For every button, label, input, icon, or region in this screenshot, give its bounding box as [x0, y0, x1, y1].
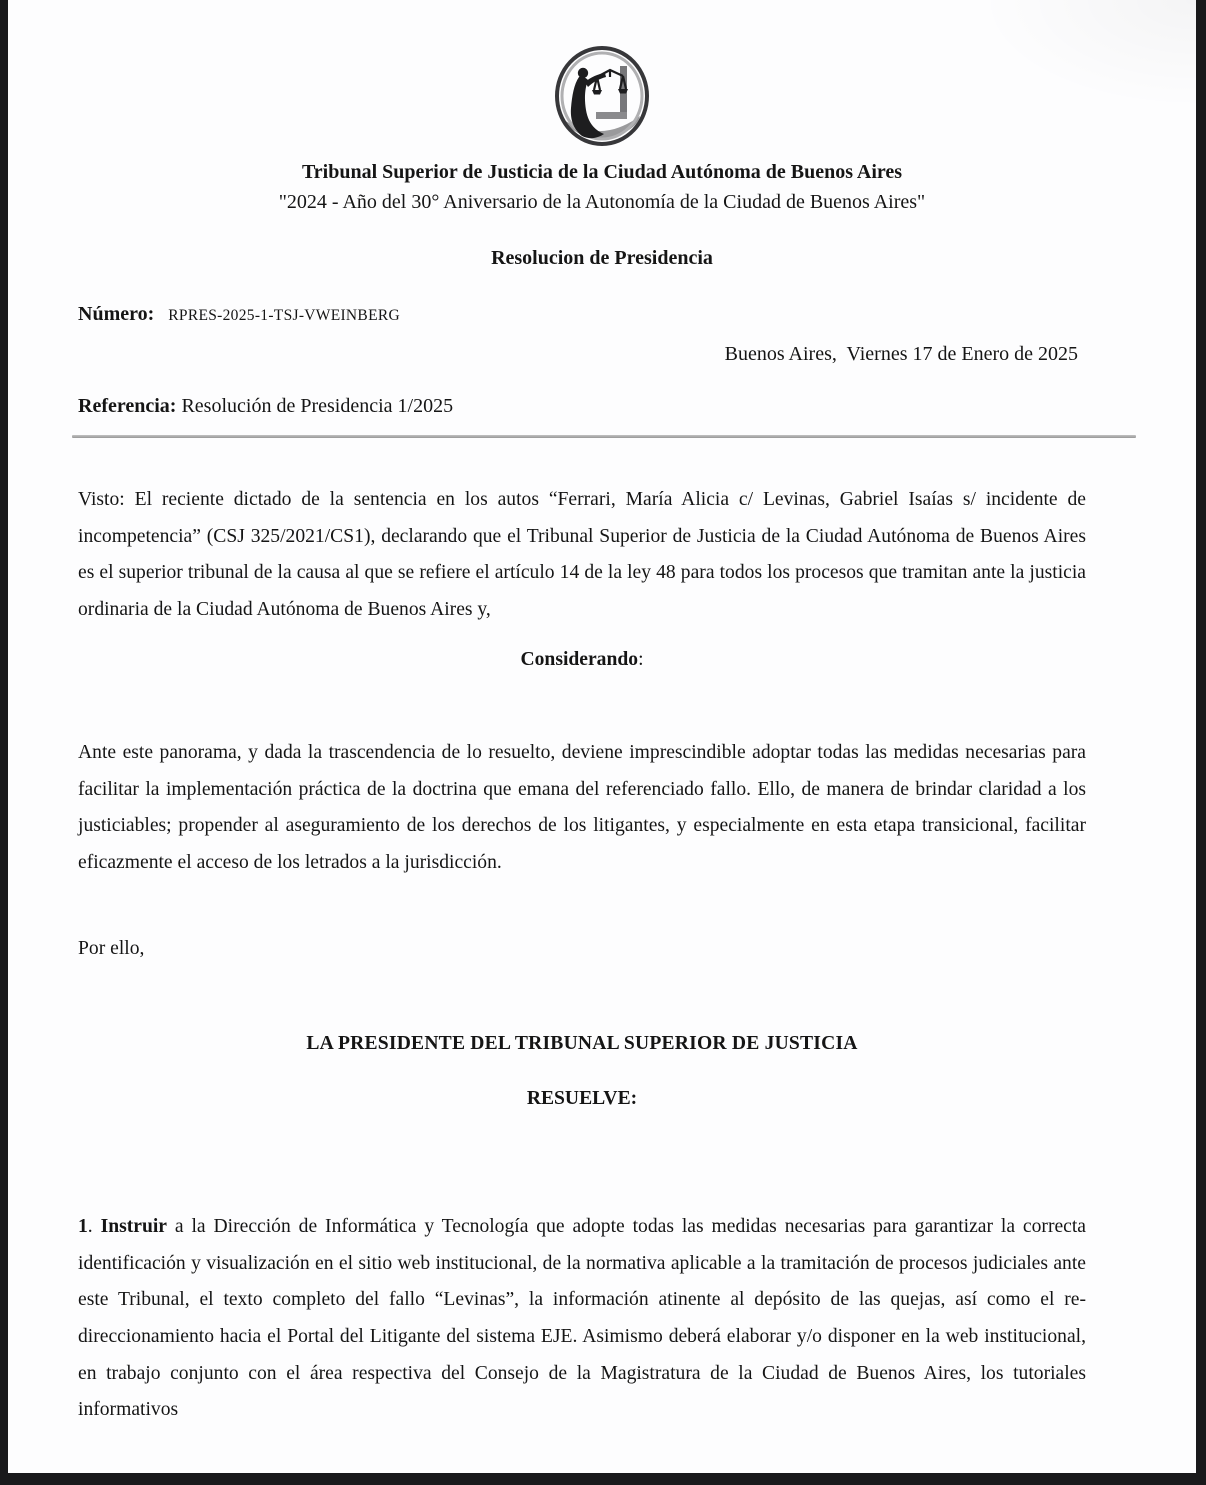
referencia-label: Referencia:: [78, 395, 177, 417]
heading-presidente: LA PRESIDENTE DEL TRIBUNAL SUPERIOR DE JUSTICIA: [306, 1032, 858, 1054]
considerando-word: Considerando: [520, 649, 639, 671]
referencia-value: Resolución de Presidencia 1/2025: [181, 395, 454, 417]
meta-block: [8, 301, 1196, 419]
numero-row: [78, 301, 1086, 329]
tribunal-title: Tribunal Superior de Justicia de la Ciudad Autónoma de Buenos Aires: [301, 161, 903, 183]
document-body: [8, 482, 1196, 1429]
heading-considerando: [78, 642, 1086, 679]
numero-value: RPRES-2025-1-TSJ-VWEINBERG: [168, 307, 400, 324]
document-page: [8, 0, 1196, 1473]
letterhead: [8, 0, 1196, 271]
referencia-row: [78, 393, 1086, 419]
item1-separator: .: [87, 1216, 101, 1238]
item1-bold-lead: Instruir: [100, 1216, 168, 1238]
lady-justice-scales-logo-icon: [550, 46, 654, 146]
doc-type-heading: Resolucion de Presidencia: [491, 247, 713, 269]
item1-number: 1: [78, 1216, 88, 1238]
numero-label: Número:: [78, 303, 155, 325]
considerando-colon: :: [638, 649, 644, 671]
divider-rule: [72, 435, 1136, 438]
heading-resuelve: RESUELVE:: [526, 1087, 638, 1109]
year-motto: "2024 - Año del 30° Aniversario de la Autonomía de la Ciudad de Buenos Aires": [278, 191, 926, 213]
paragraph-visto: Visto: El reciente dictado de la sentencia en los autos “Ferrari, María Alicia c/ Levinas, Gabriel Isaías s/ incidente de incompetencia” (CSJ 325/2021/CS1), declarando que el Tribunal Superior de Justicia de la Ciudad Autónoma de Buenos Aires es el superior tribunal de la causa al que se refiere el artículo 14 de la ley 48 para todos los procesos que tramitan ante la justicia ordinaria de la Ciudad Autónoma de Buenos Aires y,: [78, 489, 1086, 620]
dateline: Buenos Aires, Viernes 17 de Enero de 2025: [724, 343, 1078, 365]
paragraph-item1: [78, 1209, 1086, 1429]
paragraph-ante: Ante este panorama, y dada la trascendencia de lo resuelto, deviene imprescindible adoptar todas las medidas necesarias para facilitar la implementación práctica de la doctrina que emana del referenciado fallo. Ello, de manera de brindar claridad a los justiciables; propender al aseguramiento de los derechos de los litigantes, y especialmente en esta etapa transicional, facilitar eficazmente el acceso de los letrados a la jurisdicción.: [78, 741, 1086, 873]
paragraph-por-ello: Por ello,: [78, 938, 145, 960]
item1-text: a la Dirección de Informática y Tecnología que adopte todas las medidas necesarias para garantizar la correcta identificación y visualización en el sitio web institucional, de la normativa aplicable a la tramitación de procesos judiciales ante este Tribunal, el texto completo del fallo “Levinas”, la información atinente al depósito de las quejas, así como el re-direccionamiento hacia el Portal del Litigante del sistema EJE. Asimismo deberá elaborar y/o disponer en la web institucional, en trabajo conjunto con el área respectiva del Consejo de la Magistratura de la Ciudad de Buenos Aires, los tutoriales informativos: [78, 1216, 1087, 1421]
